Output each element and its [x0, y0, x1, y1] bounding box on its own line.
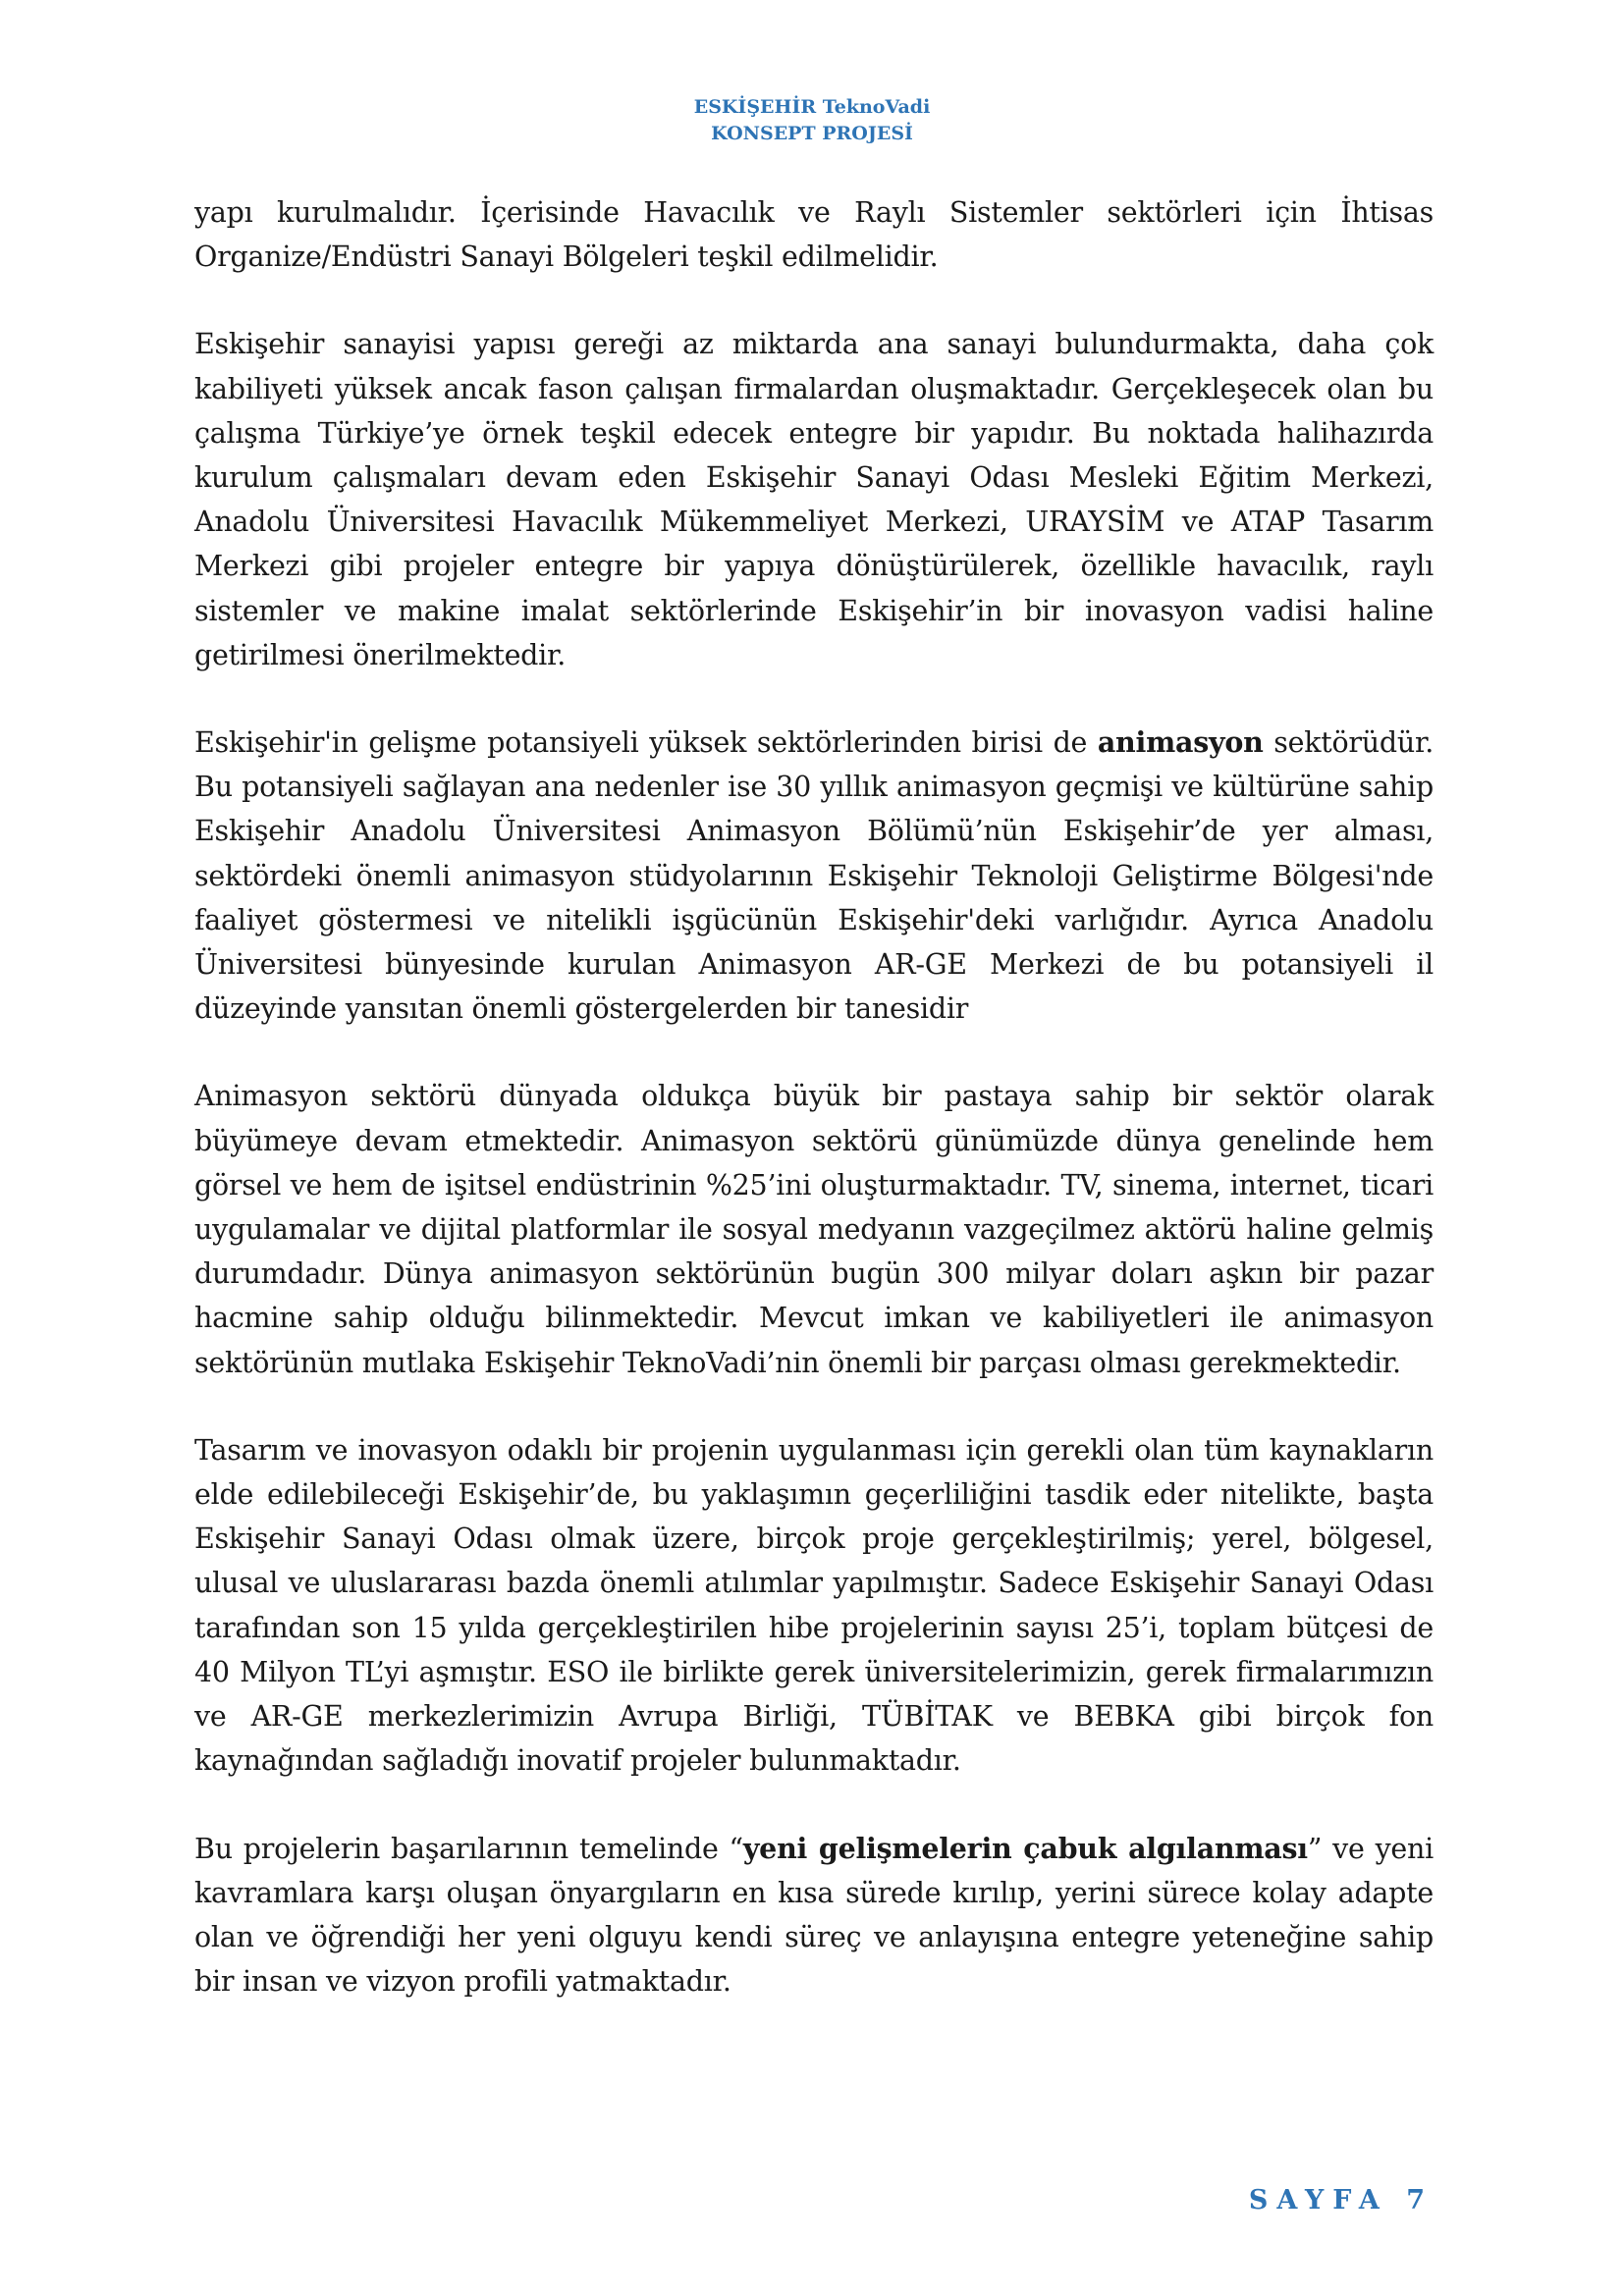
page-header	[0, 94, 1624, 147]
paragraph-text: Eskişehir sanayisi yapısı gereği az miktarda ana sanayi bulundurmakta, daha çok kabiliyeti yüksek ancak fason çalışan firmalardan oluşmaktadır. Gerçekleşecek olan bu çalışma Türkiye’ye örnek teşkil edecek entegre bir yapıdır. Bu noktada halihazırda kurulum çalışmaları devam eden Eskişehir Sanayi Odası Mesleki Eğitim Merkezi, Anadolu Üniversitesi Havacılık Mükemmeliyet Merkezi, URAYSİM ve ATAP Tasarım Merkezi gibi projeler entegre bir yapıya dönüştürülerek, özellikle havacılık, raylı sistemler ve makine imalat sektörlerinde Eskişehir’in bir inovasyon vadisi haline getirilmesi önerilmektedir.	[194, 328, 1434, 671]
paragraph-1	[194, 190, 1434, 279]
header-title: ESKİŞEHİR TeknoVadi	[693, 96, 931, 118]
paragraph-text: Eskişehir'in gelişme potansiyeli yüksek sektörlerinden birisi de	[194, 726, 1098, 760]
paragraph-2	[194, 322, 1434, 677]
emphasis-text: yeni gelişmelerin çabuk algılanması	[742, 1831, 1308, 1865]
paragraph-6	[194, 1827, 1434, 2004]
paragraph-text: Animasyon sektörü dünyada oldukça büyük bir pastaya sahip bir sektör olarak büyümeye devam etmektedir. Animasyon sektörü günümüzde dünya genelinde hem görsel ve hem de işitsel endüstrinin %25’ini oluşturmaktadır. TV, sinema, internet, ticari uygulamalar ve dijital platformlar ile sosyal medyanın vazgeçilmez aktörü haline gelmiş durumdadır. Dünya animasyon sektörünün bugün 300 milyar doları aşkın bir pazar hacmine sahip olduğu bilinmektedir. Mevcut imkan ve kabiliyetleri ile animasyon sektörünün mutlaka Eskişehir TeknoVadi’nin önemli bir parçası olması gerekmektedir.	[194, 1080, 1434, 1379]
document-body	[194, 190, 1434, 2047]
paragraph-text: ” ve yeni kavramlara karşı oluşan önyargıların en kısa sürede kırılıp, yerini sürece kolay adapte olan ve öğrendiği her yeni olguyu kendi süreç ve anlayışına entegre yeteneğine sahip bir insan ve vizyon profili yatmaktadır.	[194, 1832, 1435, 1999]
emphasis-text: animasyon	[1097, 725, 1264, 760]
paragraph-3	[194, 721, 1434, 1031]
paragraph-text: sektörüdür. Bu potansiyeli sağlayan ana nedenler ise 30 yıllık animasyon geçmişi ve kültürüne sahip Eskişehir Anadolu Üniversitesi Animasyon Bölümü’nün Eskişehir’de yer alması, sektördeki önemli animasyon stüdyolarının Eskişehir Teknoloji Geliştirme Bölgesi'nde faaliyet göstermesi ve nitelikli işgücünün Eskişehir'deki varlığıdır. Ayrıca Anadolu Üniversitesi bünyesinde kurulan Animasyon AR-GE Merkezi de bu potansiyeli il düzeyinde yansıtan önemli göstergelerden bir tanesidir	[194, 726, 1434, 1026]
paragraph-text: Bu projelerin başarılarının temelinde “	[194, 1832, 743, 1865]
paragraph-text: Tasarım ve inovasyon odaklı bir projenin uygulanması için gerekli olan tüm kaynakların elde edilebileceği Eskişehir’de, bu yaklaşımın geçerliliğini tasdik eder nitelikte, başta Eskişehir Sanayi Odası olmak üzere, birçok proje gerçekleştirilmiş; yerel, bölgesel, ulusal ve uluslararası bazda önemli atılımlar yapılmıştır. Sadece Eskişehir Sanayi Odası tarafından son 15 yılda gerçekleştirilen hibe projelerinin sayısı 25’i, toplam bütçesi de 40 Milyon TL’yi aşmıştır. ESO ile birlikte gerek üniversitelerimizin, gerek firmalarımızın ve AR-GE merkezlerimizin Avrupa Birliği, TÜBİTAK ve BEBKA gibi birçok fon kaynağından sağladığı inovatif projeler bulunmaktadır.	[194, 1433, 1434, 1778]
paragraph-4	[194, 1074, 1434, 1384]
page-number: SAYFA 7	[1248, 2185, 1434, 2216]
paragraph-5	[194, 1428, 1434, 1784]
paragraph-text: yapı kurulmalıdır. İçerisinde Havacılık ve Raylı Sistemler sektörleri için İhtisas Organize/Endüstri Sanayi Bölgeleri teşkil edilmelidir.	[194, 196, 1434, 274]
header-subtitle: KONSEPT PROJESİ	[711, 123, 913, 144]
